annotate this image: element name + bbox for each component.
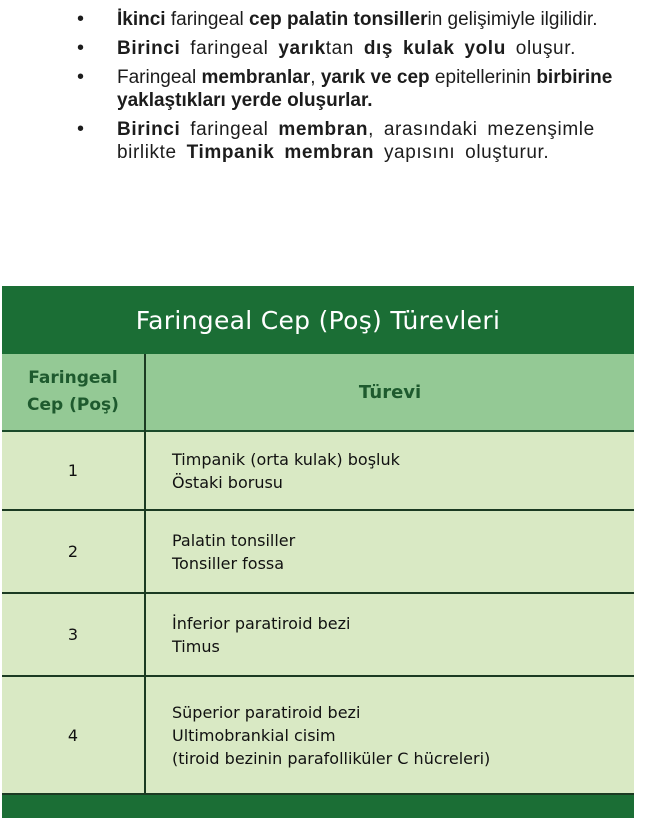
bullet-text bbox=[117, 119, 595, 163]
plain-text: , arasındaki mezenşimle birlikte bbox=[117, 119, 595, 163]
derivative-line: Östaki borusu bbox=[172, 472, 283, 492]
bullet-item bbox=[76, 66, 636, 112]
derivative-cell bbox=[172, 594, 350, 675]
bullet-item bbox=[76, 118, 636, 164]
pouch-number: 3 bbox=[67, 625, 79, 644]
bold-text: dış kulak yolu bbox=[363, 38, 506, 59]
plain-text: tan bbox=[325, 38, 364, 59]
bullet-dot-icon: • bbox=[77, 37, 85, 59]
bold-text: membran bbox=[278, 119, 369, 140]
bullet-text bbox=[117, 38, 576, 59]
table-title: Faringeal Cep (Poş) Türevleri bbox=[2, 286, 634, 354]
bullet-dot-icon: • bbox=[77, 66, 85, 88]
table-row bbox=[2, 511, 634, 594]
table-row bbox=[2, 594, 634, 677]
plain-text: Faringeal bbox=[117, 67, 202, 88]
table-row bbox=[2, 432, 634, 511]
derivative-cell bbox=[172, 511, 295, 592]
pouch-number: 4 bbox=[67, 725, 79, 745]
table-header-row bbox=[2, 354, 634, 432]
pouch-number: 2 bbox=[67, 542, 79, 561]
plain-text: faringeal bbox=[180, 119, 279, 140]
bold-text: Timpanik membran bbox=[186, 142, 375, 163]
bullet-dot-icon: • bbox=[77, 118, 85, 140]
table-row bbox=[2, 677, 634, 795]
bold-text: Birinci bbox=[117, 38, 181, 59]
bullet-dot-icon: • bbox=[77, 8, 85, 30]
derivative-line: Timus bbox=[172, 636, 220, 656]
header-pouch-line1: Faringeal bbox=[28, 368, 118, 388]
bold-text: cep palatin tonsiller bbox=[249, 9, 428, 30]
derivative-cell bbox=[172, 677, 490, 793]
header-pouch-line2: Cep (Poş) bbox=[27, 395, 119, 415]
plain-text: in gelişimiyle ilgilidir. bbox=[427, 9, 598, 30]
bullet-text bbox=[117, 9, 597, 30]
derivative-line: Ultimobrankial cisim bbox=[172, 725, 336, 745]
bullet-list bbox=[76, 8, 636, 170]
bold-text: membranlar bbox=[201, 67, 311, 88]
derivative-line: (tiroid bezinin parafolliküler C hücreleri) bbox=[172, 748, 491, 768]
bullet-item bbox=[76, 8, 636, 31]
bold-text: birbirine yaklaştıkları yerde oluşurlar. bbox=[117, 67, 613, 111]
bullet-text bbox=[117, 67, 612, 111]
plain-text: oluşur. bbox=[505, 38, 576, 59]
bold-text: İkinci bbox=[117, 9, 166, 30]
bold-text: yarık ve cep bbox=[320, 67, 430, 88]
table-footer-bar bbox=[2, 795, 634, 818]
plain-text: epitellerinin bbox=[429, 67, 537, 88]
derivative-line: İnferior paratiroid bezi bbox=[172, 613, 351, 633]
derivatives-table bbox=[2, 286, 634, 818]
header-pouch-column bbox=[2, 354, 144, 430]
derivative-line: Palatin tonsiller bbox=[172, 530, 296, 550]
plain-text: yapısını oluşturur. bbox=[374, 142, 550, 163]
plain-text: faringeal bbox=[165, 9, 250, 30]
derivative-line: Süperior paratiroid bezi bbox=[172, 702, 361, 722]
header-derivative-column: Türevi bbox=[358, 381, 422, 403]
bullet-item bbox=[76, 37, 636, 60]
plain-text: faringeal bbox=[180, 38, 279, 59]
pouch-number: 1 bbox=[67, 461, 79, 480]
plain-text: , bbox=[310, 67, 321, 88]
bold-text: Birinci bbox=[117, 119, 181, 140]
bold-text: yarık bbox=[278, 38, 326, 59]
derivative-line: Timpanik (orta kulak) boşluk bbox=[172, 449, 400, 469]
column-divider bbox=[144, 354, 146, 800]
derivative-cell bbox=[172, 432, 400, 509]
derivative-line: Tonsiller fossa bbox=[172, 553, 285, 573]
